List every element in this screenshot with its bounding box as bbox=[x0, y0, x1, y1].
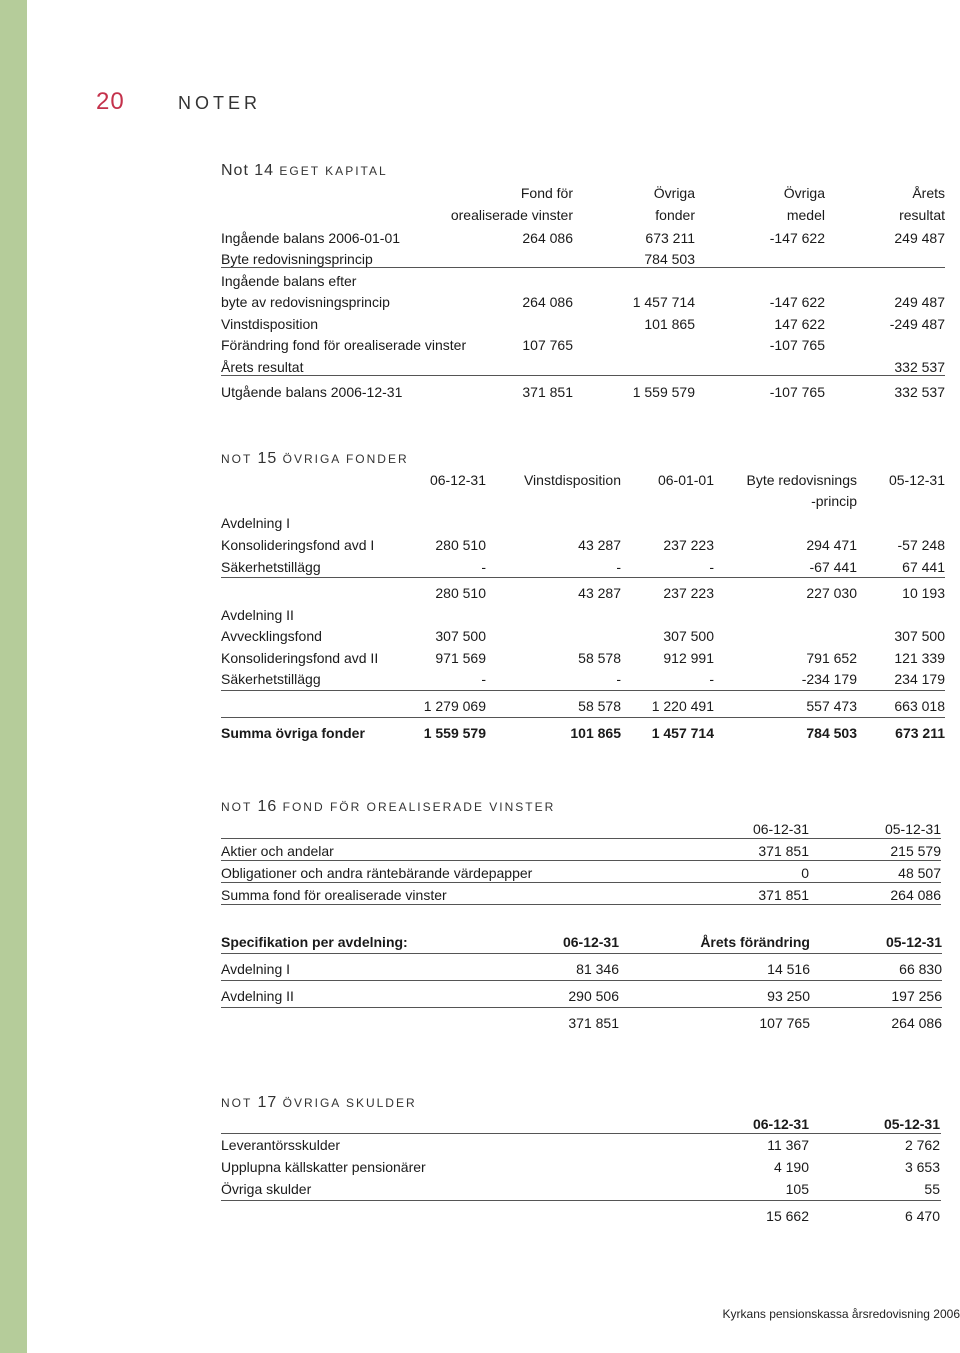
n15-row-label: Avdelning II bbox=[221, 607, 294, 623]
n16-spec-row-cell: 290 506 bbox=[568, 988, 619, 1004]
n17-row-cell: 11 367 bbox=[767, 1137, 809, 1153]
n14-row-label: byte av redovisningsprincip bbox=[221, 294, 390, 310]
page-footer: Kyrkans pensionskassa årsredovisning 2006 bbox=[722, 1307, 960, 1321]
n15-row-cell: 912 991 bbox=[663, 650, 714, 666]
n15-row-label: Konsolideringsfond avd I bbox=[221, 537, 375, 553]
n15-row-label: Avdelning I bbox=[221, 515, 291, 531]
n14-header-c1b: orealiserade vinster bbox=[450, 207, 573, 223]
n16-rule bbox=[221, 882, 941, 883]
n14-row-label: Utgående balans 2006-12-31 bbox=[221, 384, 403, 400]
n14-header-c4b: resultat bbox=[899, 207, 945, 223]
n16-rule bbox=[221, 838, 941, 839]
n14-row-cell: -147 622 bbox=[769, 294, 825, 310]
n17-row-cell: 55 bbox=[924, 1181, 940, 1197]
n17-header-c2: 05-12-31 bbox=[883, 1116, 940, 1132]
n16-spec-row-label: Avdelning I bbox=[221, 961, 291, 977]
n16-spec-rule bbox=[221, 1007, 942, 1008]
n14-row-cell: 264 086 bbox=[522, 230, 573, 246]
n16-spec-header-c1: 06-12-31 bbox=[562, 934, 619, 950]
n16-spec-rule bbox=[221, 953, 942, 954]
n14-header-c2b: fonder bbox=[655, 207, 695, 223]
n17-rule bbox=[221, 1200, 941, 1201]
note-15-title: NOT 15 ÖVRIGA FONDER bbox=[221, 450, 409, 467]
n15-row-cell: -67 441 bbox=[809, 559, 857, 575]
n15-row-label: Säkerhetstillägg bbox=[221, 671, 321, 687]
n14-row-cell: -249 487 bbox=[889, 316, 945, 332]
n14-header-c1a: Fond för bbox=[520, 185, 573, 201]
n16-spec-row-cell: 66 830 bbox=[899, 961, 942, 977]
n17-rule bbox=[221, 1133, 941, 1134]
n14-row-label: Förändring fond för orealiserade vinster bbox=[221, 337, 467, 353]
n15-row-cell: 791 652 bbox=[806, 650, 857, 666]
n15-row-cell: 307 500 bbox=[435, 628, 486, 644]
n14-row-cell: 1 559 579 bbox=[632, 384, 695, 400]
n15-header-c4a: Byte redovisnings bbox=[746, 472, 857, 488]
n14-row-label: Vinstdisposition bbox=[221, 316, 319, 332]
n17-row-cell: 2 762 bbox=[904, 1137, 940, 1153]
n14-row-cell: 147 622 bbox=[774, 316, 825, 332]
n14-row-label: Ingående balans 2006-01-01 bbox=[221, 230, 401, 246]
n16-header-c2: 05-12-31 bbox=[884, 821, 941, 837]
n15-row-label: Summa övriga fonder bbox=[221, 725, 365, 741]
n14-row-cell: 249 487 bbox=[894, 230, 945, 246]
n15-row-cell: 280 510 bbox=[435, 585, 486, 601]
n15-row-cell: 227 030 bbox=[806, 585, 857, 601]
n14-row-cell: 371 851 bbox=[522, 384, 573, 400]
n14-row-cell: -107 765 bbox=[769, 337, 825, 353]
n14-rule bbox=[221, 375, 945, 376]
n15-rule bbox=[221, 577, 945, 578]
note-16 bbox=[221, 796, 945, 1036]
n16-spec-label: Specifikation per avdelning: bbox=[221, 934, 408, 950]
n17-row-label: Övriga skulder bbox=[221, 1181, 312, 1197]
n16-row-cell: 371 851 bbox=[758, 843, 809, 859]
n14-row-cell: 107 765 bbox=[522, 337, 573, 353]
n16-spec-row-cell: 93 250 bbox=[767, 988, 810, 1004]
n14-header-c2a: Övriga bbox=[653, 185, 695, 201]
n16-header-c1: 06-12-31 bbox=[752, 821, 809, 837]
sidebar-stripe bbox=[0, 0, 27, 1353]
n14-row-label: Årets resultat bbox=[221, 359, 304, 375]
n14-rule bbox=[221, 267, 945, 268]
n16-spec-header-c2: Årets förändring bbox=[700, 934, 810, 950]
n14-row-cell: -147 622 bbox=[769, 230, 825, 246]
n14-row-cell: 249 487 bbox=[894, 294, 945, 310]
n15-header-c4b: -princip bbox=[811, 493, 857, 509]
n15-row-cell: 101 865 bbox=[570, 725, 621, 741]
n16-rule bbox=[221, 860, 941, 861]
n17-row-cell: 3 653 bbox=[904, 1159, 940, 1175]
n15-row-cell: 294 471 bbox=[806, 537, 857, 553]
n15-row-cell: - bbox=[481, 559, 486, 575]
n16-row-cell: 0 bbox=[801, 865, 809, 881]
n15-row-cell: 58 578 bbox=[578, 650, 621, 666]
note-15 bbox=[221, 448, 945, 748]
n16-row-label: Aktier och andelar bbox=[221, 843, 334, 859]
note-17 bbox=[221, 1092, 945, 1232]
n16-spec-row-cell: 197 256 bbox=[891, 988, 942, 1004]
n16-row-label: Summa fond för orealiserade vinster bbox=[221, 887, 447, 903]
n15-row-cell: -57 248 bbox=[897, 537, 945, 553]
n15-row-cell: 121 339 bbox=[894, 650, 945, 666]
n16-spec-row-cell: 371 851 bbox=[568, 1015, 619, 1031]
n15-header-c2: Vinstdisposition bbox=[523, 472, 621, 488]
note-14-title: Not 14 EGET KAPITAL bbox=[221, 162, 388, 179]
n15-row-cell: 1 220 491 bbox=[651, 698, 714, 714]
n15-row-cell: 237 223 bbox=[663, 537, 714, 553]
n14-row-label: Byte redovisningsprincip bbox=[221, 251, 373, 267]
n16-rule bbox=[221, 904, 941, 905]
page-heading: NOTER bbox=[178, 93, 261, 113]
n15-row-cell: 663 018 bbox=[894, 698, 945, 714]
n15-row-cell: - bbox=[709, 671, 714, 687]
n15-row-cell: 1 457 714 bbox=[651, 725, 714, 741]
n16-spec-rule bbox=[221, 980, 942, 981]
n15-row-cell: 237 223 bbox=[663, 585, 714, 601]
n15-row-label: Konsolideringsfond avd II bbox=[221, 650, 379, 666]
n16-spec-header-c3: 05-12-31 bbox=[885, 934, 942, 950]
n15-row-cell: 67 441 bbox=[902, 559, 945, 575]
n15-row-cell: 43 287 bbox=[578, 537, 621, 553]
n15-row-cell: 784 503 bbox=[806, 725, 857, 741]
n17-row-cell: 105 bbox=[785, 1181, 809, 1197]
n15-header-c3: 06-01-01 bbox=[657, 472, 714, 488]
n15-row-cell: 557 473 bbox=[806, 698, 857, 714]
n15-row-cell: 58 578 bbox=[578, 698, 621, 714]
n15-row-cell: 1 279 069 bbox=[423, 698, 486, 714]
n14-row-cell: 264 086 bbox=[522, 294, 573, 310]
n15-rule bbox=[221, 717, 945, 718]
n16-row-label: Obligationer och andra räntebärande värdepapper bbox=[221, 865, 533, 881]
note-14 bbox=[221, 160, 945, 410]
n16-spec-row-cell: 264 086 bbox=[891, 1015, 942, 1031]
n17-header-c1: 06-12-31 bbox=[752, 1116, 809, 1132]
n15-row-cell: 307 500 bbox=[894, 628, 945, 644]
n15-rule bbox=[221, 690, 945, 691]
n16-row-cell: 48 507 bbox=[898, 865, 941, 881]
n14-row-cell: 101 865 bbox=[644, 316, 695, 332]
n16-spec-row-label: Avdelning II bbox=[221, 988, 294, 1004]
n14-header-c4a: Årets bbox=[912, 185, 945, 201]
n17-row-cell: 15 662 bbox=[766, 1208, 809, 1224]
n15-row-cell: 971 569 bbox=[435, 650, 486, 666]
note-16-title: NOT 16 FOND FÖR OREALISERADE VINSTER bbox=[221, 798, 556, 815]
n17-row-label: Upplupna källskatter pensionärer bbox=[221, 1159, 426, 1175]
n15-row-cell: 43 287 bbox=[578, 585, 621, 601]
n16-spec-row-cell: 81 346 bbox=[576, 961, 619, 977]
n15-row-cell: 234 179 bbox=[894, 671, 945, 687]
n16-row-cell: 264 086 bbox=[890, 887, 941, 903]
n15-row-cell: - bbox=[709, 559, 714, 575]
n14-row-cell: -107 765 bbox=[769, 384, 825, 400]
n17-row-cell: 6 470 bbox=[904, 1208, 940, 1224]
n14-header-c3a: Övriga bbox=[783, 185, 825, 201]
n15-row-cell: - bbox=[616, 559, 621, 575]
n14-row-cell: 332 537 bbox=[894, 359, 945, 375]
n15-row-cell: 673 211 bbox=[895, 725, 945, 741]
n15-row-cell: 307 500 bbox=[663, 628, 714, 644]
n14-row-cell: 673 211 bbox=[645, 230, 695, 246]
n14-row-cell: 332 537 bbox=[894, 384, 945, 400]
n17-row-label: Leverantörsskulder bbox=[221, 1137, 341, 1153]
n15-header-c5: 05-12-31 bbox=[888, 472, 945, 488]
n14-row-cell: 1 457 714 bbox=[632, 294, 695, 310]
n14-row-cell: 784 503 bbox=[644, 251, 695, 267]
page-number: 20 bbox=[96, 88, 125, 115]
n15-row-cell: -234 179 bbox=[801, 671, 857, 687]
n16-row-cell: 371 851 bbox=[758, 887, 809, 903]
n15-row-cell: 10 193 bbox=[902, 585, 945, 601]
n15-row-cell: 1 559 579 bbox=[423, 725, 486, 741]
n15-row-label: Avvecklingsfond bbox=[221, 628, 322, 644]
n15-header-c1: 06-12-31 bbox=[429, 472, 486, 488]
n15-row-cell: - bbox=[481, 671, 486, 687]
n15-row-cell: 280 510 bbox=[435, 537, 486, 553]
n17-row-cell: 4 190 bbox=[773, 1159, 809, 1175]
n14-header-c3b: medel bbox=[786, 207, 825, 223]
note-17-title: NOT 17 ÖVRIGA SKULDER bbox=[221, 1094, 417, 1111]
n15-row-label: Säkerhetstillägg bbox=[221, 559, 321, 575]
n16-spec-row-cell: 14 516 bbox=[767, 961, 810, 977]
n14-row-label: Ingående balans efter bbox=[221, 273, 357, 289]
n16-spec-row-cell: 107 765 bbox=[759, 1015, 810, 1031]
n16-row-cell: 215 579 bbox=[890, 843, 941, 859]
n15-row-cell: - bbox=[616, 671, 621, 687]
